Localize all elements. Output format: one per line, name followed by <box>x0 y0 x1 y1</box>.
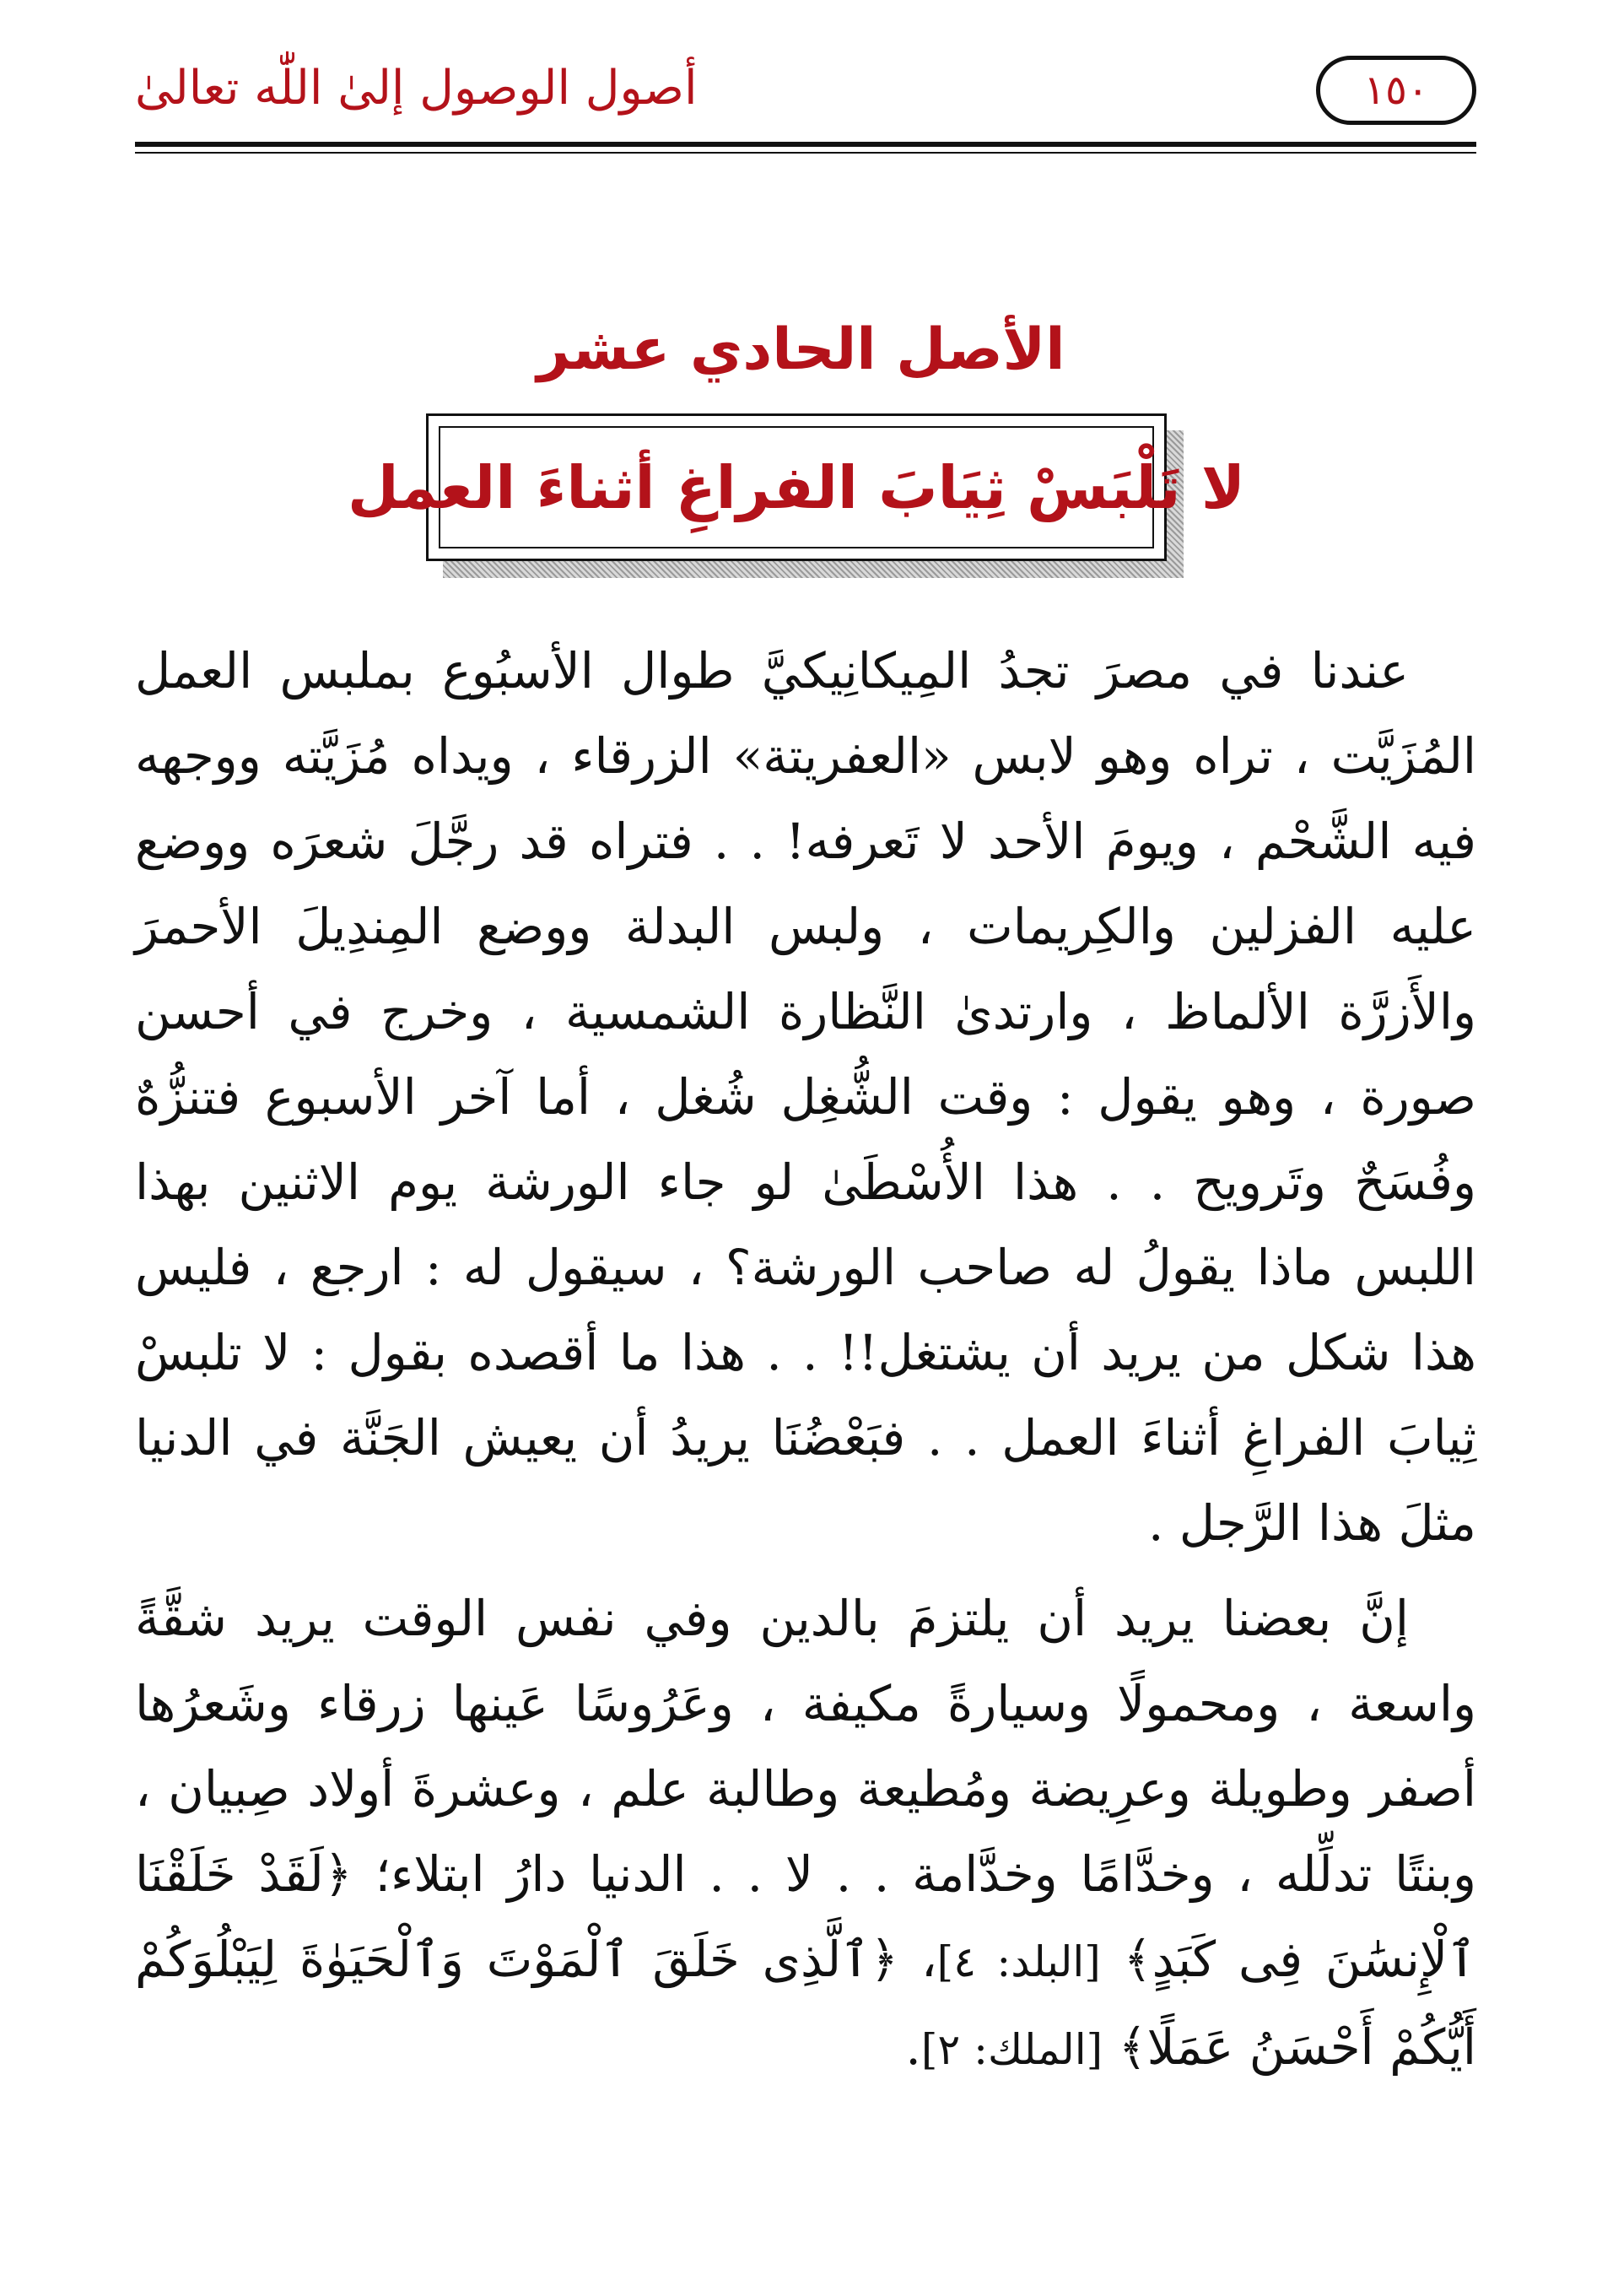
header-rule-thick <box>135 142 1476 147</box>
paragraph-2: إنَّ بعضنا يريد أن يلتزمَ بالدين وفي نفس الوقت يريد شقَّةً واسعة ، ومحمولًا وسيارةً مكيفة ، وعَرُوسًا عَينها زرقاء وشَعرُها أصفر وطويلة وعرِيضة ومُطيعة وطالبة علم ، وعشرةَ أولاد صِبيان ، وبنتًا تدلِّله ، وخدَّامًا وخدَّامة . . لا . . الدنيا دارُ ابتلاء؛ ﴿لَقَدْ خَلَقْنَا ٱلْإِنسَٰنَ فِى كَبَدٍ﴾ [البلد: ٤]، ﴿ٱلَّذِى خَلَقَ ٱلْمَوْتَ وَٱلْحَيَوٰةَ لِيَبْلُوَكُمْ أَيُّكُمْ أَحْسَنُ عَمَلًا﴾ [الملك: ٢]. <box>135 1590 1477 2076</box>
body-text <box>135 629 1476 2093</box>
chapter-title: لا تَلْبَسْ ثِيَابَ الفراغِ أثناءَ العمل <box>439 426 1154 548</box>
book-title: أصول الوصول إلىٰ اللّٰه تعالىٰ <box>135 61 698 116</box>
chapter-title-box <box>348 413 1245 561</box>
chapter-heading: الأصل الحادي عشر <box>537 316 1065 383</box>
page-number-badge: ١٥٠ <box>1316 56 1476 125</box>
quran-reference-1: [البلد: ٤] <box>936 1937 1101 1986</box>
paragraph-2-text: إنَّ بعضنا يريد أن يلتزمَ بالدين وفي نفس الوقت يريد شقَّةً واسعة ، ومحمولًا وسيارةً مكيفة ، وعَرُوسًا عَينها زرقاء وشَعرُها أصفر وطويلة وعرِيضة ومُطيعة وطالبة علم ، وعشرةَ أولاد صِبيان ، وبنتًا تدلِّله ، وخدَّامًا وخدَّامة . . لا . . الدنيا دارُ ابتلاء؛ <box>135 1590 1477 1903</box>
quran-reference-2: [الملك: ٢] <box>920 2025 1103 2074</box>
quran-verse-2: ﴿ٱلَّذِى خَلَقَ ٱلْمَوْتَ وَٱلْحَيَوٰةَ لِيَبْلُوَكُمْ أَيُّكُمْ أَحْسَنُ عَمَلًا﴾ <box>135 1931 1476 2076</box>
header-rule-thin <box>135 152 1476 154</box>
paragraph-1: عندنا في مصرَ تجدُ المِيكانِيكيَّ طوال الأسبُوع بملبس العمل المُزَيَّت ، تراه وهو لابس «العفريتة» الزرقاء ، ويداه مُزَيَّته ووجهه فيه الشَّحْم ، ويومَ الأحد لا تَعرفه! . . فتراه قد رجَّلَ شعرَه ووضع عليه الفزلين والكِريمات ، ولبس البدلة ووضع المِندِيلَ الأحمرَ والأَزرَّة الألماظ ، وارتدىٰ النَّظارة الشمسية ، وخرج في أحسن صورة ، وهو يقول : وقت الشُّغِل شُغل ، أما آخر الأسبوع فتنزُّهٌ وفُسَحٌ وتَرويح . . هذا الأُسْطَىٰ لو جاء الورشة يوم الاثنين بهذا اللبس ماذا يقولُ له صاحب الورشة؟ ، سيقول له : ارجع ، فليس هذا شكل من يريد أن يشتغل!! . . هذا ما أقصده بقول : لا تلبسْ ثِيابَ الفراغِ أثناءَ العمل . . فبَعْضُنَا يريدُ أن يعيش الجَنَّة في الدنيا مثلَ هذا الرَّجل . <box>135 642 1477 1552</box>
quran-verse-1: ﴿لَقَدْ خَلَقْنَا ٱلْإِنسَٰنَ فِى كَبَدٍ﴾ <box>135 1845 1477 1988</box>
running-header <box>135 51 1476 143</box>
